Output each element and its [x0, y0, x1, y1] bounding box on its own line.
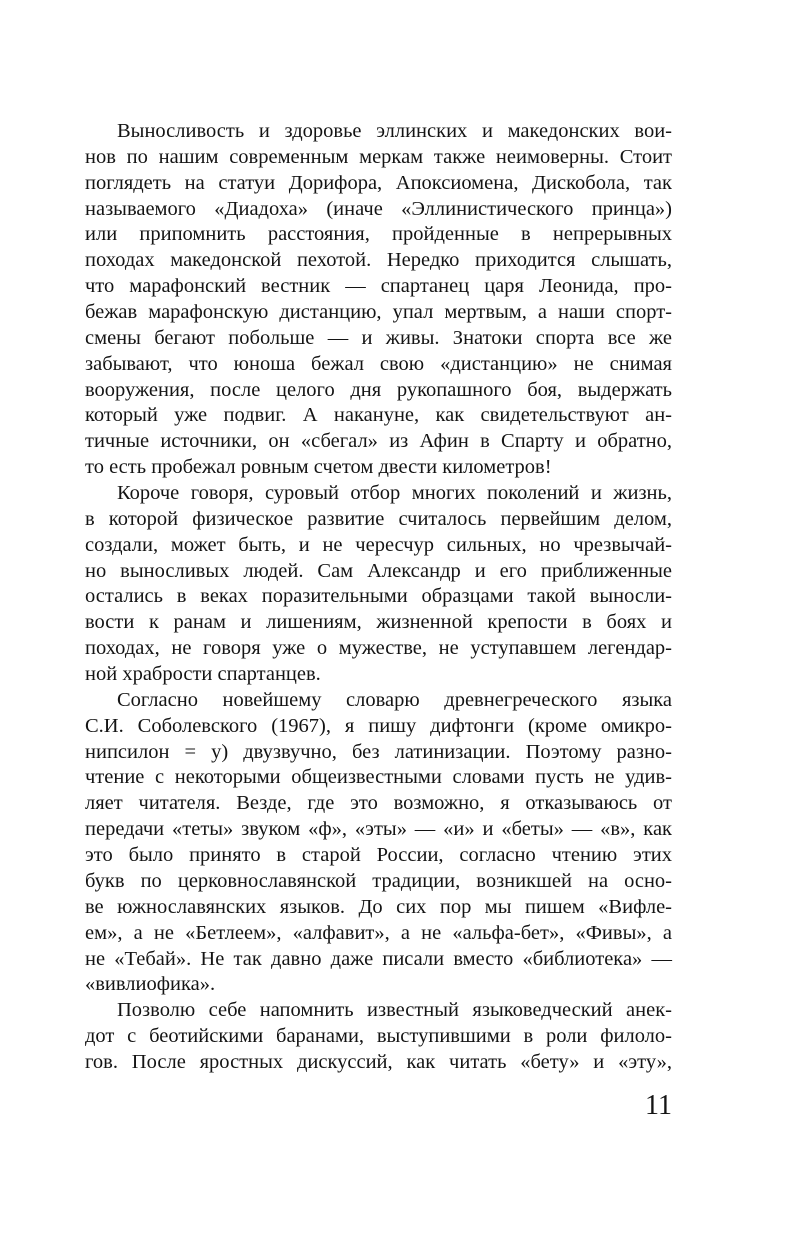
- text-line: или припомнить расстояния, пройденные в непрерывных: [85, 223, 672, 246]
- text-line: смены бегают побольше — и живы. Знатоки спорта все же: [85, 326, 672, 349]
- text-line: называемого «Диадоха» (иначе «Эллинистического принца»): [85, 197, 672, 220]
- text-line: передачи «теты» звуком «ф», «эты» — «и» и «беты» — «в», как: [85, 818, 672, 841]
- text-line: «вивлиофика».: [85, 973, 216, 996]
- text-line: чтение с некоторыми общеизвестными словами пусть не удив-: [85, 766, 672, 789]
- page-number: 11: [645, 1090, 672, 1121]
- text-line: нов по нашим современным меркам также неимоверны. Стоит: [85, 145, 672, 168]
- text-line: нипсилон = у) двузвучно, без латинизации. Поэтому разно-: [85, 740, 672, 763]
- text-line: это было принято в старой России, согласно чтению этих: [85, 844, 672, 867]
- text-line: Согласно новейшему словарю древнегреческого языка: [117, 688, 672, 711]
- text-line: не «Тебай». Не так давно даже писали вместо «библиотека» —: [85, 947, 672, 970]
- text-line: походах, не говоря уже о мужестве, не уступавшем легендар-: [85, 637, 672, 660]
- text-line: ем», а не «Бетлеем», «алфавит», а не «альфа-бет», «Фивы», а: [85, 921, 672, 944]
- text-line: что марафонский вестник — спартанец царя Леонида, про-: [85, 275, 672, 298]
- text-line: букв по церковнославянской традиции, возникшей на осно-: [85, 869, 672, 892]
- text-line: гов. После яростных дискуссий, как читать «бету» и «эту»,: [85, 1050, 672, 1073]
- text-line: забывают, что юноша бежал свою «дистанцию» не снимая: [85, 352, 672, 375]
- text-line: ве южнославянских языков. До сих пор мы пишем «Вифле-: [85, 895, 672, 918]
- text-line: Выносливость и здоровье эллинских и македонских вои-: [117, 120, 672, 142]
- text-line: тичные источники, он «сбегал» из Афин в Спарту и обратно,: [85, 430, 672, 453]
- text-line: вости к ранам и лишениям, жизненной крепости в боях и: [85, 611, 672, 634]
- text-line: но выносливых людей. Сам Александр и его приближенные: [85, 559, 672, 582]
- text-line: ной храбрости спартанцев.: [85, 663, 321, 686]
- paragraph: [85, 688, 672, 998]
- text-line: ляет читателя. Везде, где это возможно, я отказываюсь от: [85, 792, 672, 815]
- text-line: создали, может быть, и не чересчур сильных, но чрезвычай-: [85, 533, 672, 556]
- text-line: Короче говоря, суровый отбор многих поколений и жизнь,: [117, 482, 672, 505]
- text-line: дот с беотийскими баранами, выступившими в роли филоло-: [85, 1025, 672, 1048]
- paragraph: [85, 481, 672, 688]
- text-line: походах македонской пехотой. Нередко приходится слышать,: [85, 249, 672, 272]
- text-line: остались в веках поразительными образцами такой выносли-: [85, 585, 672, 608]
- text-line: поглядеть на статуи Дорифора, Апоксиомена, Дискобола, так: [85, 171, 672, 194]
- text-line: Позволю себе напомнить известный языковедческий анек-: [117, 999, 672, 1022]
- paragraph: [85, 998, 672, 1076]
- text-line: вооружения, после целого дня рукопашного боя, выдержать: [85, 378, 672, 401]
- text-line: бежав марафонскую дистанцию, упал мертвым, а наши спорт-: [85, 301, 672, 324]
- text-line: который уже подвиг. А накануне, как свидетельствуют ан-: [85, 404, 672, 427]
- page-text: [85, 119, 672, 1076]
- text-line: то есть пробежал ровным счетом двести километров!: [85, 456, 552, 479]
- paragraph: [85, 119, 672, 481]
- text-line: С.И. Соболевского (1967), я пишу дифтонги (кроме омикро-: [85, 714, 672, 737]
- text-line: в которой физическое развитие считалось первейшим делом,: [85, 507, 672, 530]
